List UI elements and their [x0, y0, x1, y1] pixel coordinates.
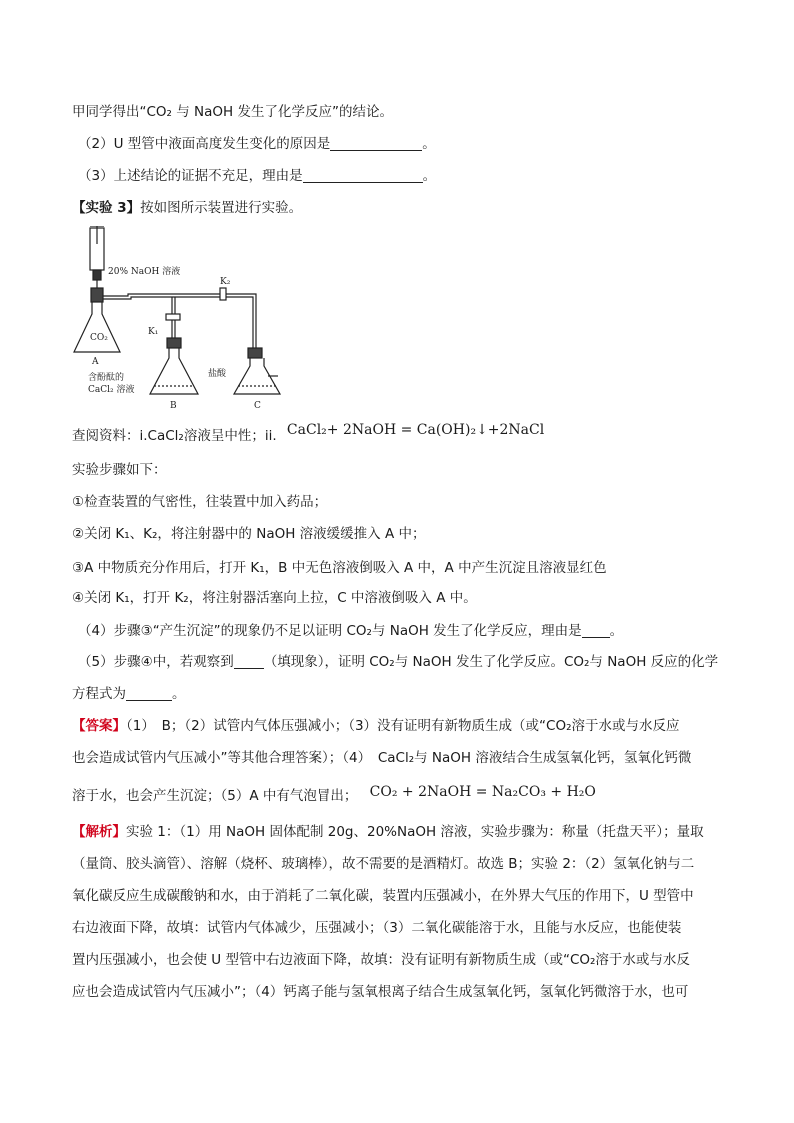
text-line-1: 甲同学得出“CO₂ 与 NaOH 发生了化学反应”的结论。 [72, 104, 393, 120]
answer-line-1 [72, 716, 680, 736]
experiment-3-text: 按如图所示装置进行实验。 [140, 200, 303, 216]
analysis-line-2: （量筒、胶头滴管）、溶解（烧杯、玻璃棒），故不需要的是酒精灯。故选 B；实验 2：（2）氢氧化钠与二 [72, 856, 695, 872]
flask-b [150, 348, 198, 394]
question-5 [78, 652, 718, 672]
question-5-text-a: （5）步骤④中，若观察到 [78, 654, 234, 670]
answer-formula: CO₂ + 2NaOH = Na₂CO₃ + H₂O [369, 784, 596, 800]
question-2-end: 。 [422, 136, 436, 152]
reference-info [72, 422, 545, 446]
answer-tag: 【答案】 [72, 718, 126, 734]
steps-title: 实验步骤如下： [72, 462, 167, 478]
apparatus-diagram [68, 226, 288, 412]
question-5-text-b: （填现象），证明 CO₂与 NaOH 发生了化学反应。CO₂与 NaOH 反应的化学 [263, 654, 719, 670]
experiment-3-tag: 【实验 3】 [72, 200, 141, 216]
answer-blank [582, 623, 610, 638]
label-c: C [254, 401, 261, 411]
analysis-text-1: 实验 1：（1）用 NaOH 固体配制 20g、20%NaOH 溶液，实验步骤为：称量（托盘天平）；量取 [126, 824, 704, 840]
question-4-end: 。 [609, 623, 624, 639]
experiment-3-heading [72, 198, 302, 218]
label-k1: K₁ [148, 327, 159, 337]
reference-text: 查阅资料：i.CaCl₂溶液呈中性；ii. [72, 428, 277, 444]
flask-a [74, 302, 120, 352]
answer-blank [303, 168, 423, 183]
analysis-line-5: 置内压强减小，也会使 U 型管中右边液面下降，故填：没有证明有新物质生成（或“CO₂溶于水或与水反 [72, 952, 690, 968]
answer-text-3: 溶于水，也会产生沉淀；（5）A 中有气泡冒出； [72, 788, 358, 804]
question-2 [78, 134, 436, 154]
answer-blank [126, 686, 172, 701]
label-b-solution-2: CaCl₂ 溶液 [88, 385, 135, 395]
answer-blank [330, 136, 422, 151]
answer-line-2: 也会造成试管内气压减小”等其他合理答案）；（4） CaCl₂与 NaOH 溶液结合生成氢氧化钙，氢氧化钙微 [72, 750, 692, 766]
flask-c-stopper [248, 348, 262, 358]
question-3-end: 。 [422, 168, 437, 184]
step-2: ②关闭 K₁、K₂，将注射器中的 NaOH 溶液缓缓推入 A 中； [72, 526, 426, 542]
answer-blank [234, 654, 264, 669]
analysis-line-6: 应也会造成试管内气压减小”；（4）钙离子能与氢氧根离子结合生成氢氧化钙，氢氧化钙微溶于水，也可 [72, 984, 689, 1000]
flask-b-stopper [167, 338, 181, 348]
question-5-text-c: 方程式为 [72, 686, 126, 702]
flask-a-stopper [91, 288, 103, 302]
analysis-line-3: 氧化碳反应生成碳酸钠和水，由于消耗了二氧化碳，装置内压强减小，在外界大气压的作用下，U 型管中 [72, 888, 694, 904]
label-k2: K₂ [220, 277, 231, 287]
label-naoh: 20% NaOH 溶液 [108, 267, 181, 277]
label-b: B [170, 401, 177, 411]
analysis-line-4: 右边液面下降，故填：试管内气体减少，压强减小；（3）二氧化碳能溶于水，且能与水反应，也能使装 [72, 920, 682, 936]
question-3-text: （3）上述结论的证据不充足，理由是 [78, 168, 303, 184]
answer-line-3 [72, 786, 596, 806]
k2-valve [220, 288, 226, 300]
step-1: ①检查装置的气密性，往装置中加入药品； [72, 494, 328, 510]
analysis-line-1 [72, 822, 704, 842]
question-4 [78, 621, 623, 641]
label-a: A [92, 357, 99, 367]
step-3: ③A 中物质充分作用后，打开 K₁，B 中无色溶液倒吸入 A 中，A 中产生沉淀且溶液显红色 [72, 560, 607, 576]
question-2-text: （2）U 型管中液面高度发生变化的原因是 [78, 136, 331, 152]
label-b-solution-1: 含酚酞的 [88, 373, 125, 383]
step-4: ④关闭 K₁，打开 K₂，将注射器活塞向上拉，C 中溶液倒吸入 A 中。 [72, 590, 477, 606]
reference-formula: CaCl₂+ 2NaOH = Ca(OH)₂↓+2NaCl [286, 422, 545, 438]
analysis-tag: 【解析】 [72, 824, 126, 840]
answer-text-1: （1） B；（2）试管内气体压强减小；（3）没有证明有新物质生成（或“CO₂溶于水或与水反应 [126, 718, 680, 734]
question-3 [78, 166, 436, 186]
question-5-cont [72, 684, 186, 704]
question-5-end: 。 [172, 686, 186, 702]
label-hcl: 盐酸 [208, 369, 227, 379]
question-4-text: （4）步骤③“产生沉淀”的现象仍不足以证明 CO₂与 NaOH 发生了化学反应，理由是 [78, 623, 582, 639]
label-co2: CO₂ [90, 333, 108, 343]
syringe-stopper [93, 270, 101, 280]
k1-valve [166, 314, 180, 320]
